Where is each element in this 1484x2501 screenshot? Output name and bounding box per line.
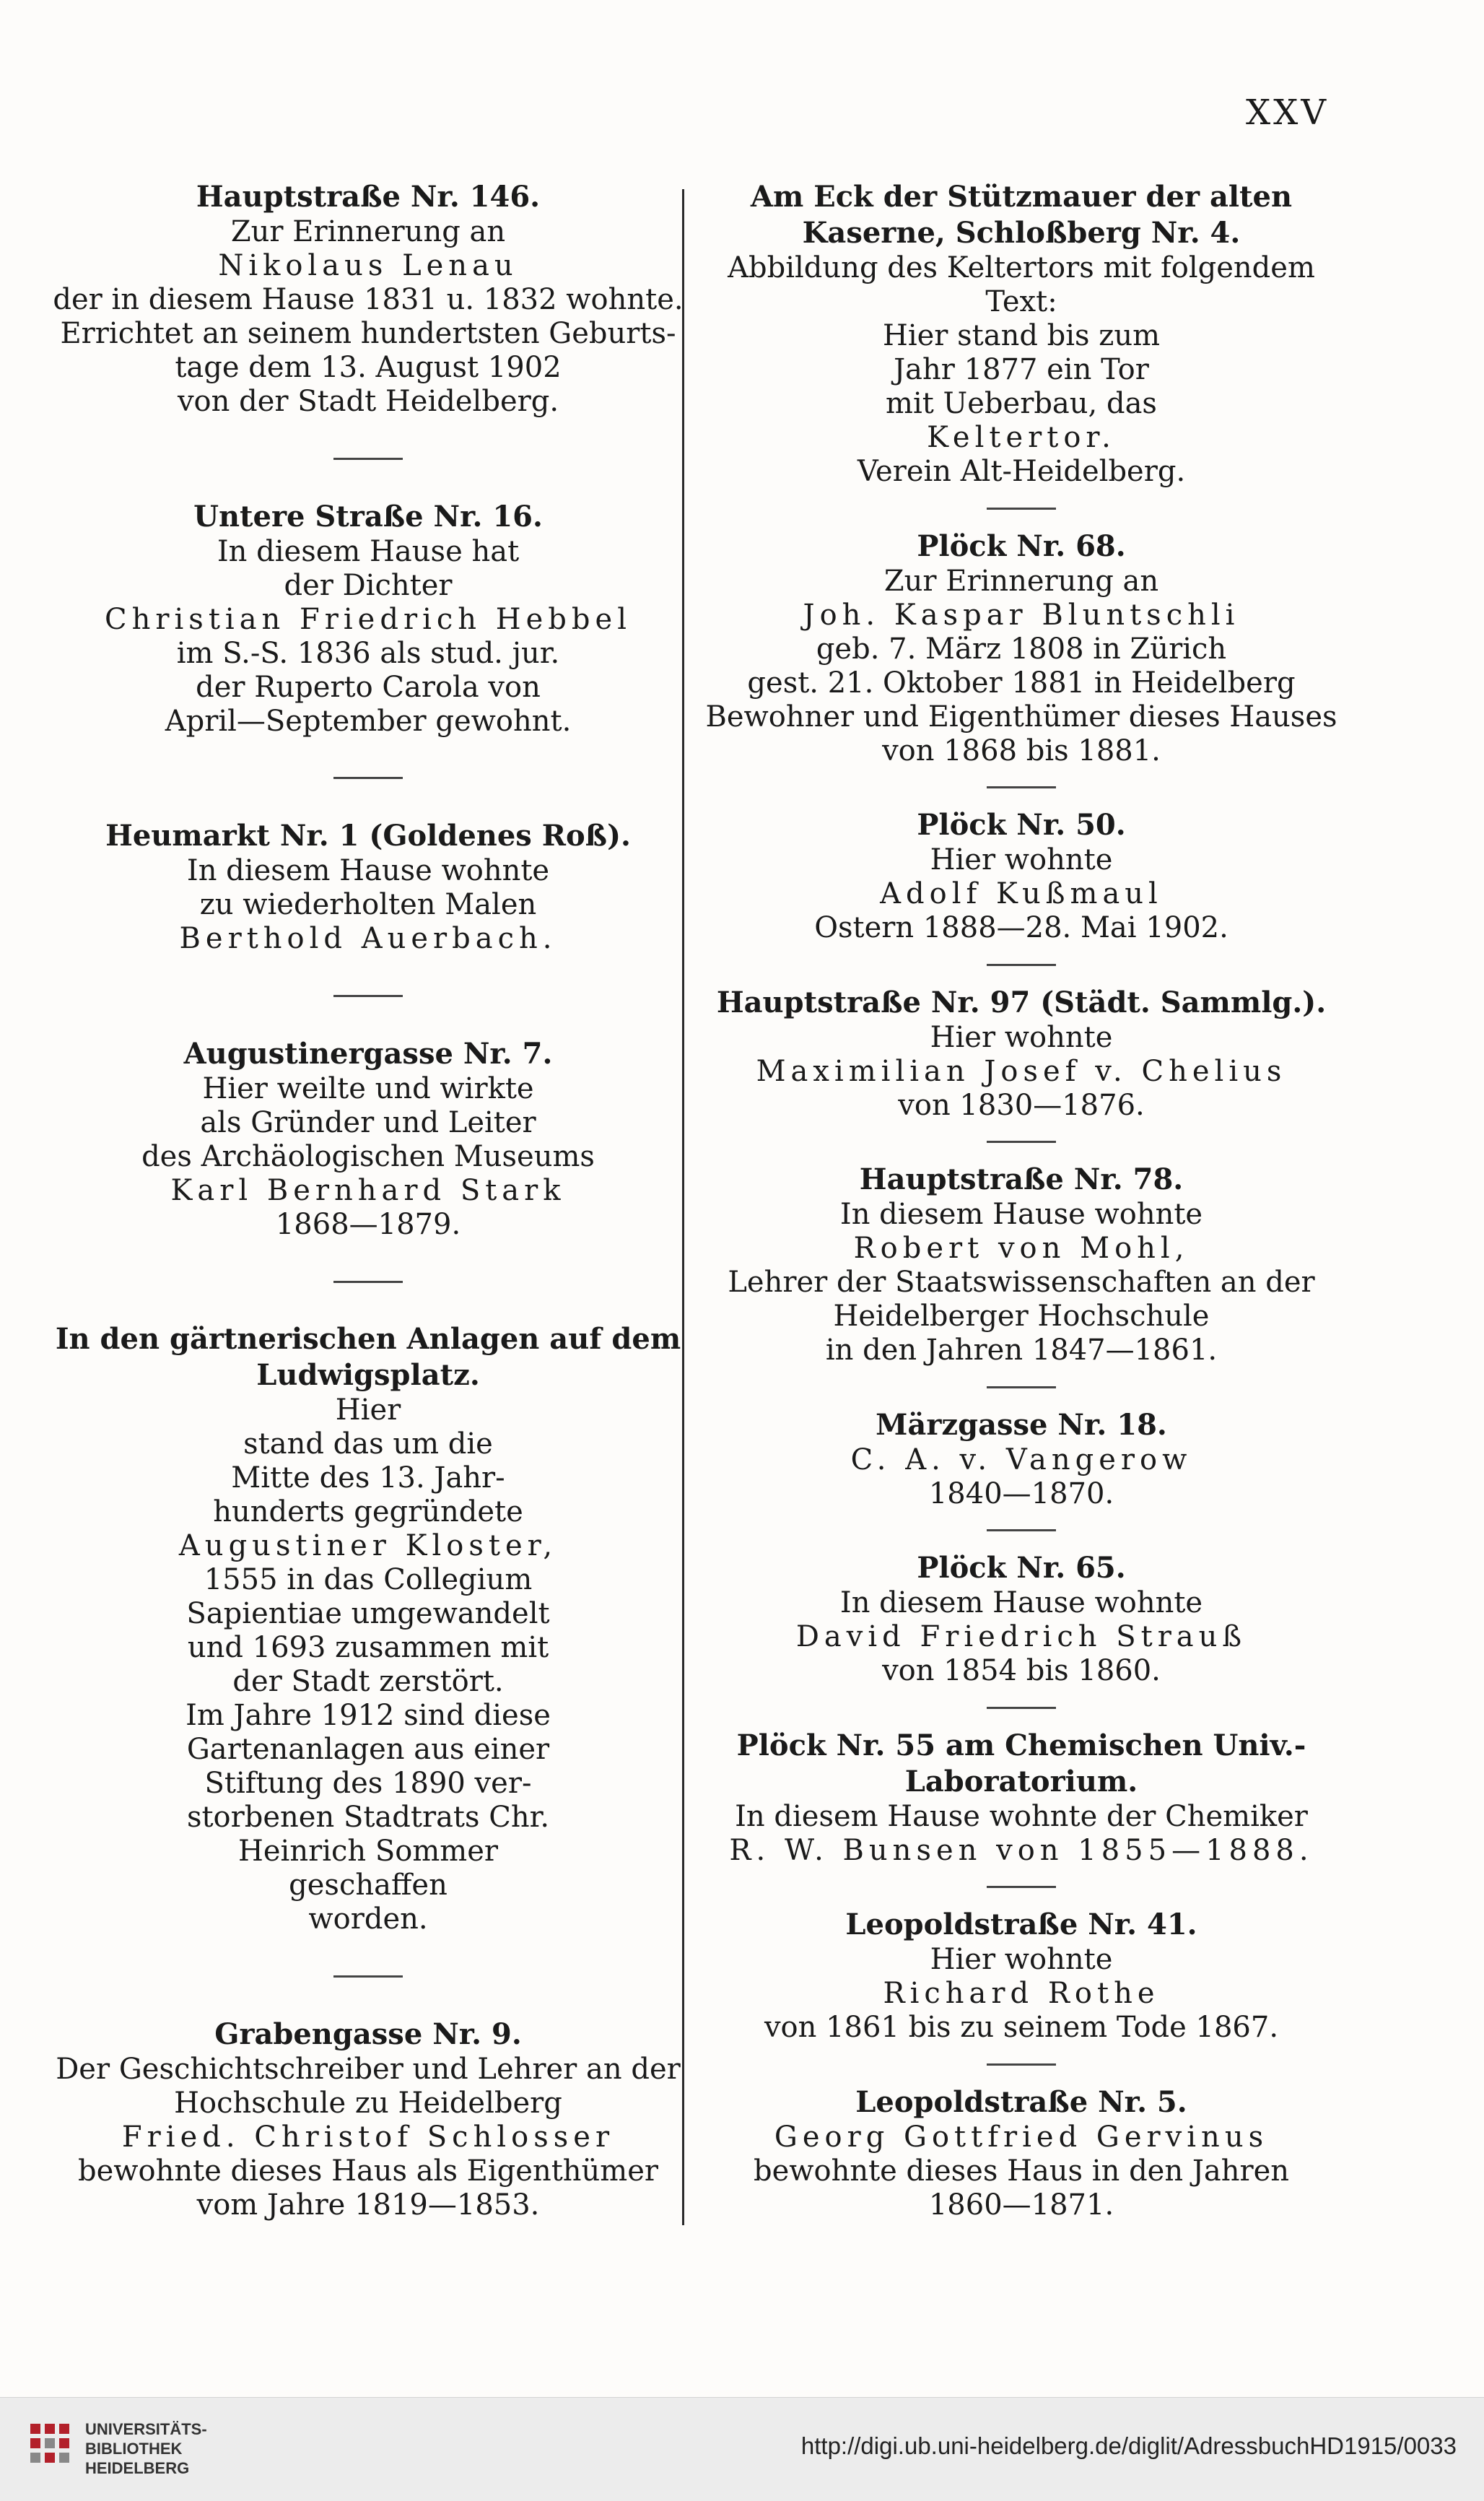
entry-line: Abbildung des Keltertors mit folgendem — [728, 251, 1315, 284]
entry-line: Lehrer der Staatswissenschaften an der — [728, 1266, 1315, 1300]
entry-line: worden. — [308, 1902, 428, 1936]
entry-title: Augustinergasse Nr. 7. — [183, 1036, 553, 1071]
entry-title: Heumarkt Nr. 1 (Goldenes Roß). — [105, 819, 631, 853]
inscription-entry — [704, 1407, 1339, 1511]
entry-separator — [987, 1529, 1056, 1531]
university-library-logo-icon — [27, 2421, 72, 2476]
entry-line: Bewohner und Eigenthümer dieses Hauses — [705, 700, 1337, 734]
entry-name-line: Richard Rothe — [883, 1977, 1160, 2011]
entry-line: Hier — [335, 1393, 401, 1427]
entry-line: geschaffen — [289, 1869, 448, 1902]
entry-separator — [333, 1281, 403, 1283]
entry-name-line: Robert von Mohl, — [853, 1232, 1190, 1266]
entry-separator — [333, 458, 403, 460]
entry-line: 1555 in das Collegium — [204, 1563, 533, 1597]
entry-name-line: Fried. Christof Schlosser — [121, 2120, 615, 2154]
entry-line: 1868—1879. — [275, 1207, 461, 1241]
entry-separator — [987, 1141, 1056, 1143]
entry-title: In den gärtnerischen Anlagen auf dem Ludwigsplatz. — [55, 1322, 681, 1393]
entry-line: Hochschule zu Heidelberg — [174, 2086, 562, 2120]
entry-separator — [333, 777, 403, 779]
entry-title: Hauptstraße Nr. 146. — [196, 180, 541, 214]
entry-title: Plöck Nr. 65. — [917, 1551, 1126, 1586]
entry-name-line: R. W. Bunsen von 1855—1888. — [729, 1833, 1314, 1867]
entry-line: In diesem Hause wohnte — [839, 1198, 1203, 1232]
entry-line: von 1861 bis zu seinem Tode 1867. — [764, 2011, 1279, 2045]
entry-line: geb. 7. März 1808 in Zürich — [816, 632, 1227, 666]
entry-title: Hauptstraße Nr. 78. — [859, 1162, 1184, 1197]
entry-title: Leopoldstraße Nr. 41. — [845, 1908, 1197, 1942]
entry-line: Gartenanlagen aus einer — [186, 1733, 550, 1767]
source-url-link[interactable]: http://digi.ub.uni-heidelberg.de/diglit/AdressbuchHD1915/0033 — [800, 2432, 1457, 2459]
entry-line: vom Jahre 1819—1853. — [196, 2188, 540, 2222]
entry-line: 1860—1871. — [928, 2188, 1114, 2222]
entry-line: der Ruperto Carola von — [196, 670, 541, 704]
entry-title: Plöck Nr. 68. — [917, 529, 1126, 563]
entry-name-line: Maximilian Josef v. Chelius — [756, 1054, 1287, 1088]
entry-line: in den Jahren 1847—1861. — [825, 1334, 1218, 1367]
entry-name-line: Nikolaus Lenau — [218, 249, 518, 282]
inscription-entry — [704, 179, 1339, 489]
entry-title: Hauptstraße Nr. 97 (Städt. Sammlg.). — [716, 985, 1327, 1019]
inscription-entry — [51, 1036, 686, 1242]
entry-line: von 1854 bis 1860. — [882, 1654, 1161, 1688]
entry-title: Leopoldstraße Nr. 5. — [855, 2084, 1187, 2119]
entry-line: von 1830—1876. — [898, 1088, 1145, 1122]
entry-line: und 1693 zusammen mit — [187, 1631, 549, 1665]
entry-line: Text: — [985, 285, 1057, 318]
entry-line: 1840—1870. — [928, 1476, 1114, 1510]
inscription-entry — [51, 499, 686, 739]
entry-name-line: Berthold Auerbach. — [179, 922, 557, 956]
entry-line: Sapientiae umgewandelt — [186, 1597, 550, 1631]
inscription-entry — [51, 2017, 686, 2222]
entry-line: Zur Erinnerung an — [230, 215, 506, 248]
inscription-entry — [704, 1728, 1339, 1868]
entry-line: bewohnte dieses Haus als Eigenthümer — [77, 2154, 659, 2188]
entry-line: des Archäologischen Museums — [141, 1139, 595, 1173]
entry-line: tage dem 13. August 1902 — [175, 351, 562, 384]
entry-line: Der Geschichtschreiber und Lehrer an der — [56, 2052, 681, 2086]
entry-title: Plöck Nr. 55 am Chemischen Univ.-Laboratorium. — [736, 1728, 1306, 1798]
entry-line: Hier weilte und wirkte — [202, 1071, 534, 1105]
inscription-entry — [704, 1162, 1339, 1367]
entry-line: der in diesem Hause 1831 u. 1832 wohnte. — [53, 283, 684, 316]
right-column — [704, 179, 1339, 2222]
entry-line: Heinrich Sommer — [237, 1835, 499, 1869]
inscription-entry — [51, 818, 686, 956]
entry-title: Untere Straße Nr. 16. — [193, 499, 543, 534]
entry-separator — [987, 786, 1056, 788]
entry-line: Jahr 1877 ein Tor — [894, 353, 1149, 386]
entry-line: Heidelberger Hochschule — [833, 1300, 1210, 1334]
inscription-entry — [704, 529, 1339, 768]
entry-line: mit Ueberbau, das — [886, 387, 1157, 420]
entry-line: Zur Erinnerung an — [883, 564, 1159, 598]
entry-name-line: David Friedrich Strauß — [795, 1620, 1247, 1654]
entry-line: zu wiederholten Malen — [199, 888, 537, 922]
entry-line: Verein Alt-Heidelberg. — [857, 455, 1186, 488]
entry-separator — [987, 1886, 1056, 1888]
entry-line: storbenen Stadtrats Chr. — [186, 1801, 550, 1835]
entry-line: In diesem Hause wohnte — [839, 1586, 1203, 1620]
entry-line: als Gründer und Leiter — [200, 1105, 536, 1139]
left-column — [51, 179, 686, 2222]
entry-line: im S.-S. 1836 als stud. jur. — [176, 636, 560, 670]
entry-separator — [333, 1975, 403, 1978]
entry-separator — [333, 995, 403, 997]
entry-line: Mitte des 13. Jahr- — [231, 1461, 505, 1495]
inscription-entry — [704, 2084, 1339, 2222]
library-name-line: HEIDELBERG — [85, 2459, 190, 2477]
entry-line: Im Jahre 1912 sind diese — [186, 1699, 551, 1733]
entry-line: Ostern 1888—28. Mai 1902. — [814, 911, 1228, 945]
entry-line: Stiftung des 1890 ver- — [204, 1767, 532, 1801]
entry-line: von 1868 bis 1881. — [882, 734, 1161, 767]
entry-line: der Dichter — [284, 568, 453, 602]
entry-line: In diesem Hause hat — [217, 534, 520, 568]
inscription-entry — [704, 807, 1339, 945]
entry-name-line: Keltertor. — [927, 421, 1116, 454]
entry-line: In diesem Hause wohnte der Chemiker — [735, 1799, 1308, 1833]
entry-name-line: Georg Gottfried Gervinus — [774, 2120, 1269, 2154]
entry-line: bewohnte dieses Haus in den Jahren — [753, 2154, 1290, 2188]
entry-separator — [987, 1386, 1056, 1388]
entry-title: Märzgasse Nr. 18. — [876, 1407, 1167, 1442]
entry-line: von der Stadt Heidelberg. — [177, 385, 559, 418]
entry-name-line: Adolf Kußmaul — [880, 877, 1163, 911]
entry-line: Hier wohnte — [930, 843, 1113, 877]
entry-name-line: C. A. v. Vangerow — [850, 1443, 1192, 1476]
library-name — [85, 2419, 207, 2478]
inscription-entry — [704, 1907, 1339, 2045]
entry-title: Plöck Nr. 50. — [917, 808, 1126, 843]
page-number: XXV — [1245, 92, 1329, 133]
inscription-entry — [51, 1321, 686, 1936]
inscription-entry — [704, 1550, 1339, 1688]
entry-name-line: Augustiner Kloster, — [178, 1529, 558, 1563]
entry-line: Hier stand bis zum — [882, 319, 1161, 352]
entry-name-line: Joh. Kaspar Bluntschli — [803, 598, 1240, 632]
entry-separator — [987, 964, 1056, 966]
entry-separator — [987, 1707, 1056, 1709]
entry-line: stand das um die — [243, 1427, 493, 1461]
entry-line: Hier wohnte — [930, 1943, 1113, 1977]
library-name-line: BIBLIOTHEK — [85, 2440, 183, 2458]
entry-separator — [987, 2063, 1056, 2066]
inscription-entry — [704, 985, 1339, 1123]
entry-separator — [987, 508, 1056, 510]
entry-name-line: Christian Friedrich Hebbel — [105, 602, 632, 636]
entry-line: In diesem Hause wohnte — [186, 854, 550, 888]
entry-name-line: Karl Bernhard Stark — [170, 1173, 566, 1207]
library-name-line: UNIVERSITÄTS- — [85, 2420, 207, 2438]
footer-bar — [0, 2397, 1484, 2501]
entry-line: gest. 21. Oktober 1881 in Heidelberg — [747, 666, 1296, 700]
entry-line: Errichtet an seinem hundertsten Geburts- — [60, 317, 676, 350]
entry-line: Hier wohnte — [930, 1020, 1113, 1054]
entry-line: April—September gewohnt. — [165, 704, 572, 738]
entry-title: Grabengasse Nr. 9. — [214, 2017, 522, 2051]
entry-title: Am Eck der Stützmauer der alten Kaserne, Schloßberg Nr. 4. — [750, 180, 1293, 250]
entry-line: hunderts gegründete — [213, 1495, 523, 1529]
entry-line: der Stadt zerstört. — [232, 1665, 504, 1699]
inscription-entry — [51, 179, 686, 419]
